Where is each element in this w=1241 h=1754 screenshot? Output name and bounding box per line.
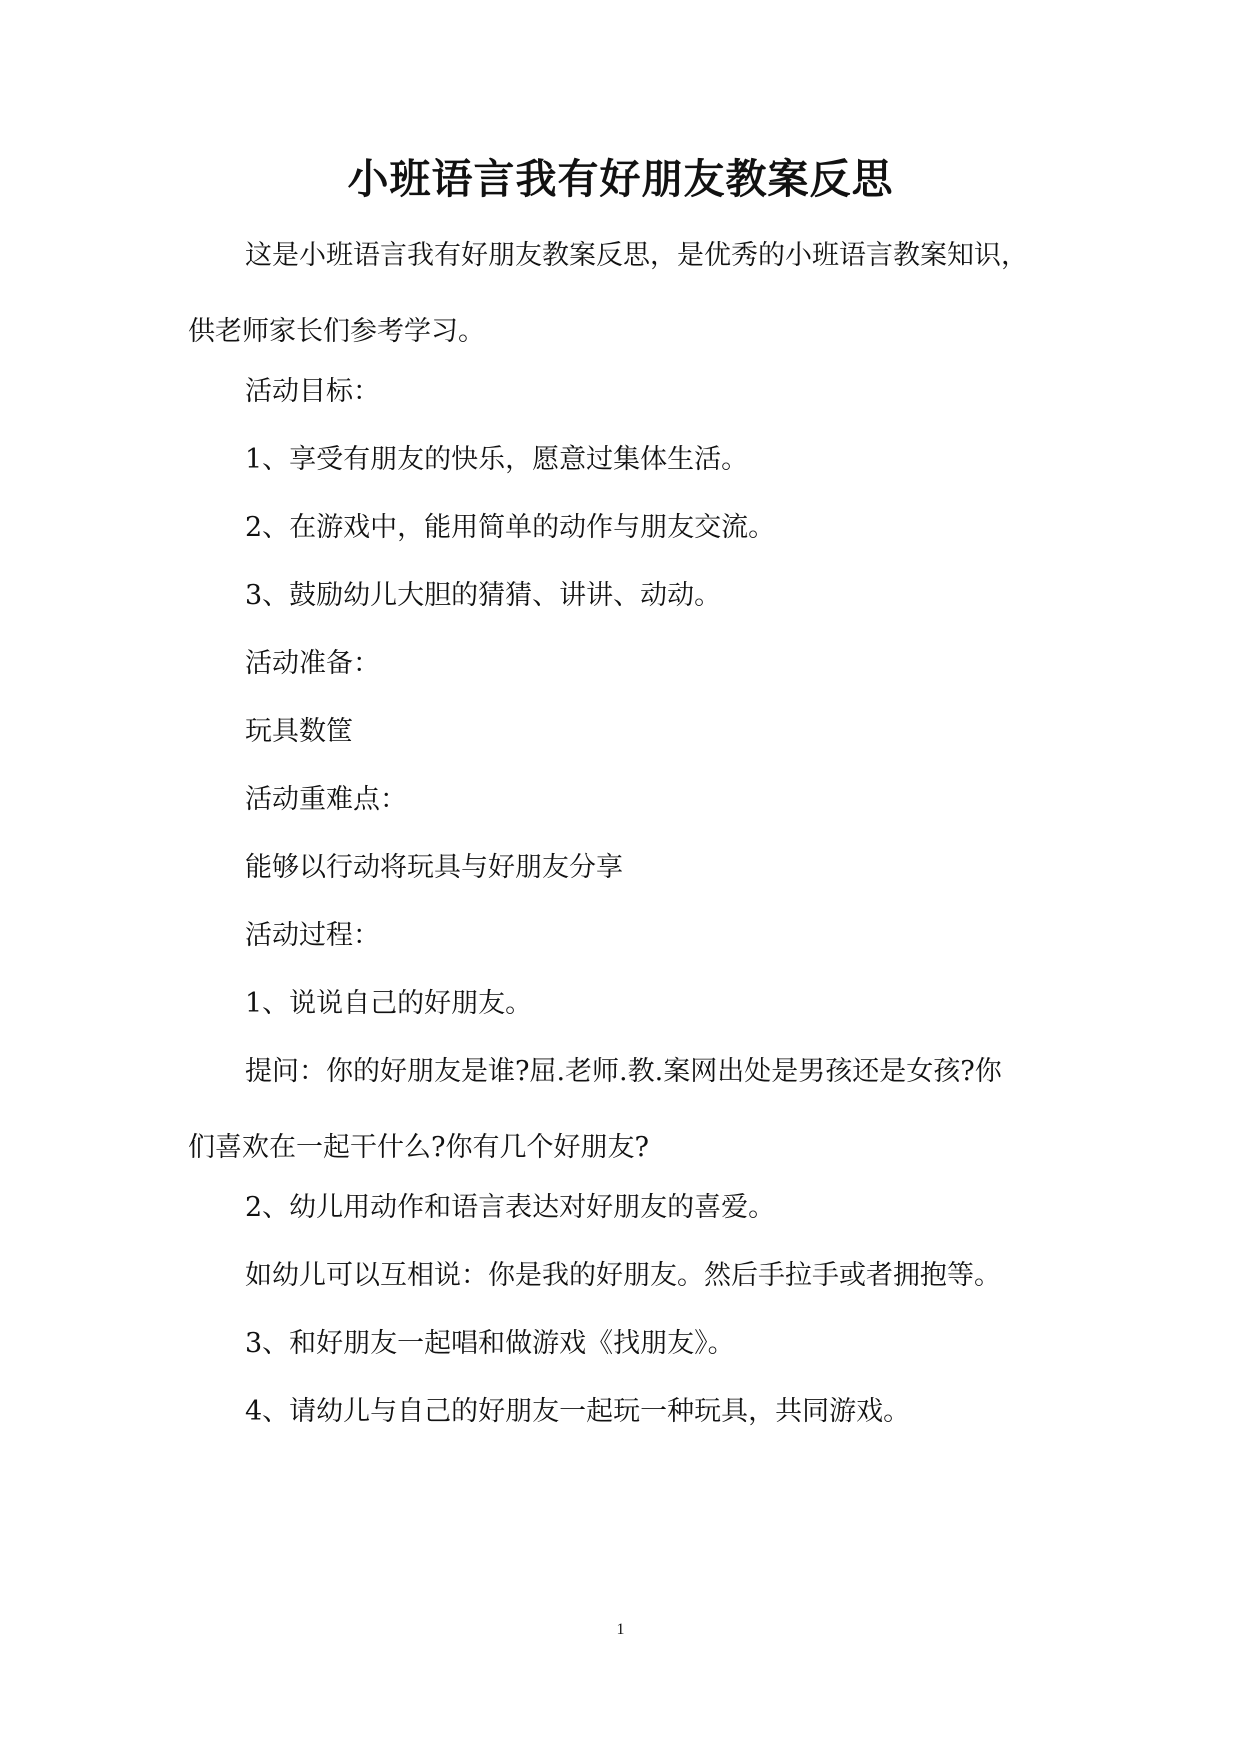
paragraph-line: 这是小班语言我有好朋友教案反思，是优秀的小班语言教案知识， [245, 240, 1028, 271]
page-number: 1 [616, 1621, 625, 1638]
paragraph-line: 供老师家长们参考学习。 [188, 316, 485, 347]
document-title: 小班语言我有好朋友教案反思 [347, 155, 894, 203]
process-step-3: 3、和好朋友一起唱和做游戏《找朋友》。 [245, 1328, 735, 1359]
heading-key-difficulties: 活动重难点： [245, 784, 407, 815]
heading-activity-preparation: 活动准备： [245, 648, 380, 679]
heading-activity-goals: 活动目标： [245, 376, 380, 407]
preparation-item: 玩具数筐 [245, 716, 353, 747]
process-question [188, 1034, 1068, 1186]
paragraph-intro [188, 218, 1068, 370]
goal-item-2: 2、在游戏中，能用简单的动作与朋友交流。 [245, 512, 776, 543]
goal-item-3: 3、鼓励幼儿大胆的猜猜、讲讲、动动。 [245, 580, 722, 611]
process-step-1: 1、说说自己的好朋友。 [245, 988, 533, 1019]
heading-activity-process: 活动过程： [245, 920, 380, 951]
paragraph-line: 们喜欢在一起干什么?你有几个好朋友? [188, 1132, 649, 1163]
process-step-2: 2、幼儿用动作和语言表达对好朋友的喜爱。 [245, 1192, 776, 1223]
goal-item-1: 1、享受有朋友的快乐，愿意过集体生活。 [245, 444, 749, 475]
key-difficulty-item: 能够以行动将玩具与好朋友分享 [245, 852, 623, 883]
paragraph-line: 提问：你的好朋友是谁?屈.老师.教.案网出处是男孩还是女孩?你 [245, 1056, 1002, 1087]
process-example: 如幼儿可以互相说：你是我的好朋友。然后手拉手或者拥抱等。 [245, 1260, 1001, 1291]
process-step-4: 4、请幼儿与自己的好朋友一起玩一种玩具，共同游戏。 [245, 1396, 911, 1427]
